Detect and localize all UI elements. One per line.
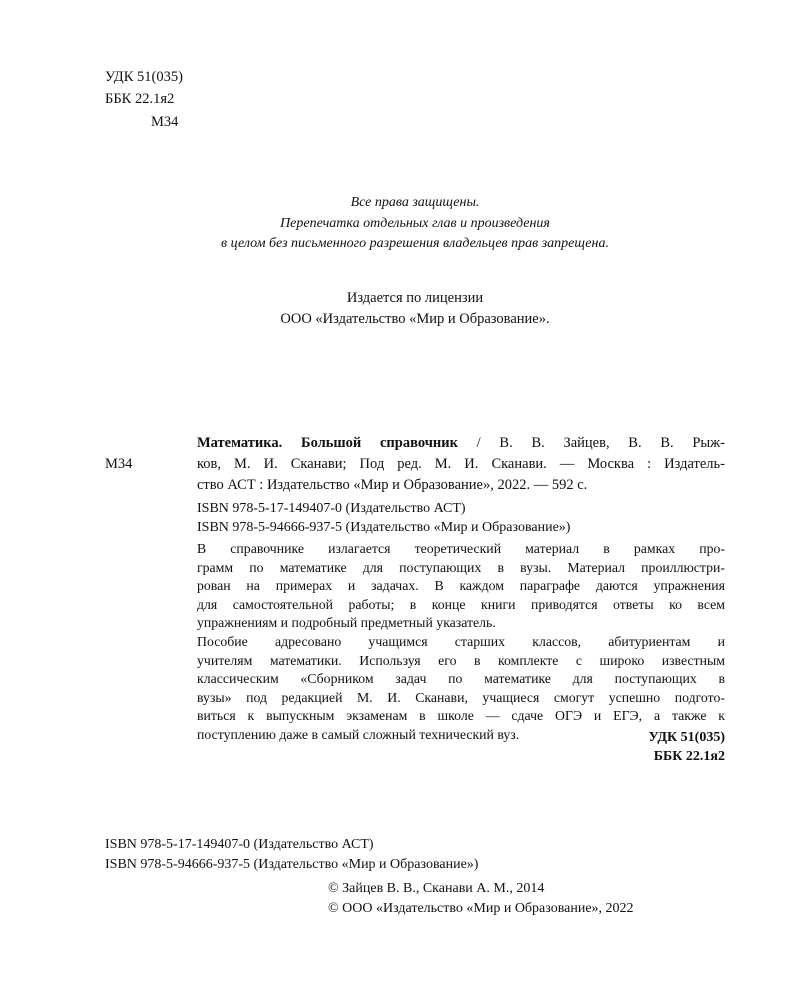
bibliography-line-3: ство АСТ : Издательство «Мир и Образование», 2022. — 592 с. xyxy=(197,477,588,493)
isbn-block xyxy=(105,835,478,874)
bbk-code-bottom: ББК 22.1я2 xyxy=(653,749,725,764)
bibliography-authors: / В. В. Зайцев, В. В. Рыж- xyxy=(457,435,725,451)
annotation-line: виться к выпускным экзаменам в школе — сдаче ОГЭ и ЕГЭ, а также к xyxy=(197,708,725,724)
annotation-line: рован на примерах и задачах. В каждом параграфе даются упражнения xyxy=(197,578,725,594)
rights-notice xyxy=(100,193,730,255)
classification-codes xyxy=(649,728,725,766)
annotation-paragraph-2 xyxy=(170,633,725,745)
license-notice xyxy=(100,288,730,330)
copyright-notice xyxy=(328,879,634,918)
book-title: Математика. Большой справочник xyxy=(197,435,458,451)
license-line-1: Издается по лицензии xyxy=(346,290,484,306)
annotation-line: поступлению даже в самый сложный технический вуз. xyxy=(197,726,520,742)
rights-line-3: в целом без письменного разрешения владельцев прав запрещена. xyxy=(221,236,609,251)
isbn-mir-bottom: ISBN 978-5-94666-937-5 (Издательство «Мир и Образование») xyxy=(105,856,479,872)
udk-code: УДК 51(035) xyxy=(105,69,183,85)
annotation-line: классическим «Сборником задач по математике для поступающих в xyxy=(197,671,725,687)
annotation-paragraph-1 xyxy=(170,540,725,633)
isbn-ast: ISBN 978-5-17-149407-0 (Издательство АСТ) xyxy=(197,501,466,516)
bibliography-line-2: ков, М. И. Сканави; Под ред. М. И. Сканави. — Москва : Издатель- xyxy=(197,456,725,472)
copyright-line-1: © Зайцев В. В., Сканави А. М., 2014 xyxy=(328,881,545,896)
copyright-line-2: © ООО «Издательство «Мир и Образование», 2022 xyxy=(328,900,634,916)
annotation-line: для самостоятельной работы; в конце книги приводятся ответы ко всем xyxy=(197,596,725,612)
annotation-line: грамм по математике для поступающих в вузы. Материал проиллюстри- xyxy=(197,559,725,575)
rights-line-1: Все права защищены. xyxy=(350,195,480,210)
rights-line-2: Перепечатка отдельных глав и произведения xyxy=(280,215,550,231)
isbn-ast-bottom: ISBN 978-5-17-149407-0 (Издательство АСТ) xyxy=(105,837,374,852)
udk-code-bottom: УДК 51(035) xyxy=(648,730,725,745)
bibliographic-entry xyxy=(197,433,725,496)
bbk-code: ББК 22.1я2 xyxy=(105,91,175,107)
annotation xyxy=(170,540,725,745)
isbn-mir: ISBN 978-5-94666-937-5 (Издательство «Мир и Образование») xyxy=(197,520,571,535)
annotation-line: учителям математики. Используя его в комплекте с широко известным xyxy=(197,652,725,668)
author-code: М34 xyxy=(151,114,179,130)
isbn-list xyxy=(197,499,570,537)
license-line-2: ООО «Издательство «Мир и Образование». xyxy=(280,311,550,327)
annotation-line: В справочнике излагается теоретический материал в рамках про- xyxy=(197,541,725,556)
annotation-line: упражнениям и подробный предметный указатель. xyxy=(197,615,496,631)
annotation-line: вузы» под редакцией М. И. Сканави, учащиеся смогут успешно подгото- xyxy=(197,689,725,705)
bibliography-author-code: М34 xyxy=(105,456,133,472)
annotation-line: Пособие адресовано учащимся старших классов, абитуриентам и xyxy=(197,633,725,649)
